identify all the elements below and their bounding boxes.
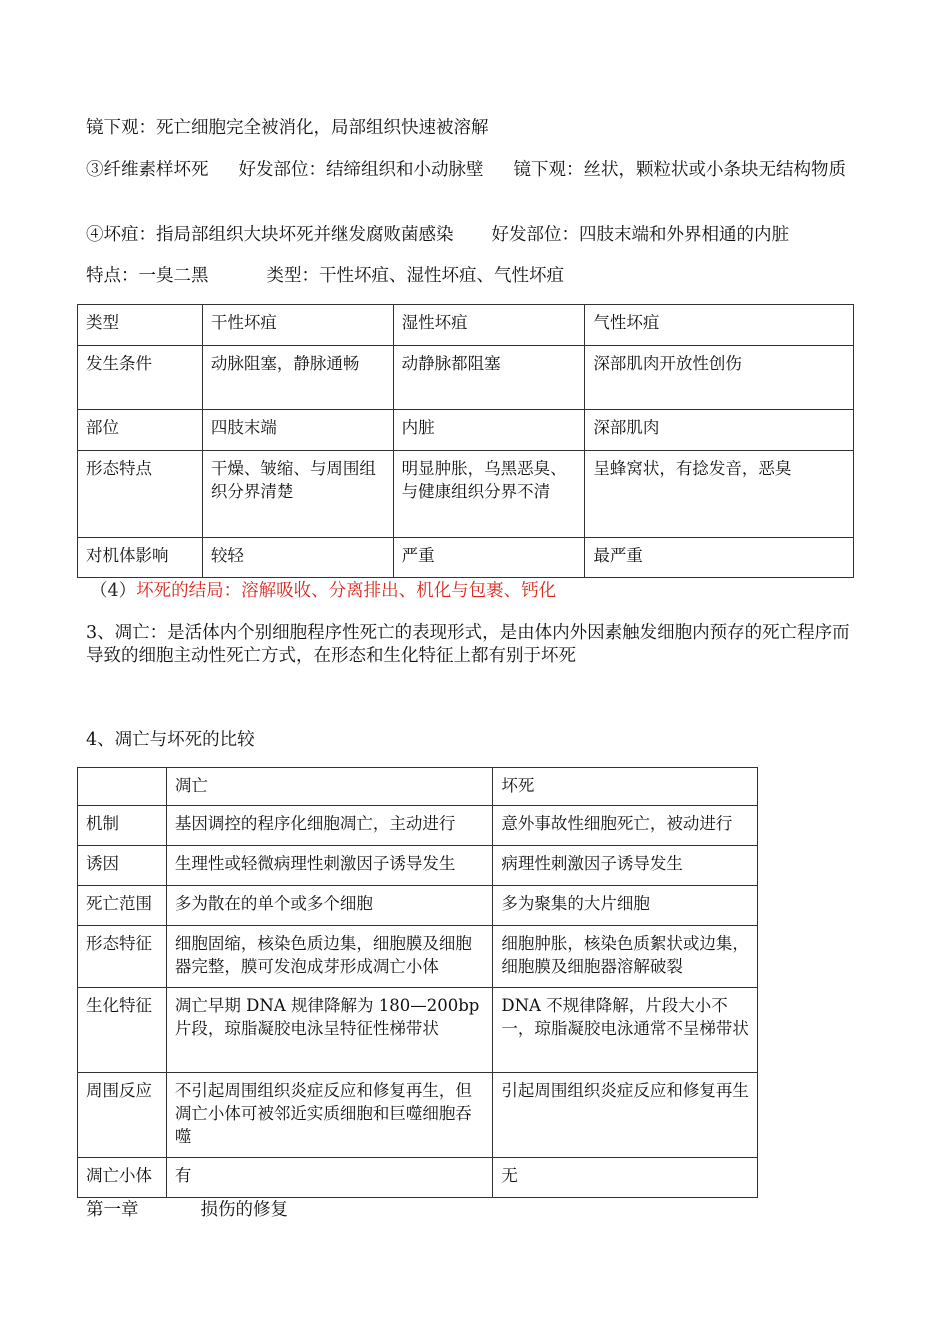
table-cell: 深部肌肉 bbox=[585, 410, 854, 451]
table-cell: 明显肿胀，乌黑恶臭、与健康组织分界不清 bbox=[393, 451, 585, 538]
text-line-gangrene bbox=[86, 224, 789, 247]
table-cell: 无 bbox=[493, 1158, 758, 1198]
table-cell: 湿性坏疽 bbox=[393, 305, 585, 346]
table-cell: 凋亡 bbox=[166, 768, 493, 806]
table-row bbox=[78, 410, 854, 451]
text-line-features bbox=[86, 265, 564, 288]
table-cell bbox=[78, 768, 167, 806]
table-cell: 机制 bbox=[78, 806, 167, 846]
table-row bbox=[78, 305, 854, 346]
table-cell: 引起周围组织炎症反应和修复再生 bbox=[493, 1073, 758, 1158]
gangrene-definition: ④坏疽：指局部组织大块坏死并继发腐败菌感染 bbox=[86, 225, 454, 245]
table-row bbox=[78, 346, 854, 410]
table-cell: 生化特征 bbox=[78, 988, 167, 1073]
table-cell: 内脏 bbox=[393, 410, 585, 451]
table-cell: 类型 bbox=[78, 305, 203, 346]
apoptosis-necrosis-table bbox=[77, 767, 758, 1198]
outcome-text: 坏死的结局：溶解吸收、分离排出、机化与包裹、钙化 bbox=[136, 581, 557, 601]
chapter-heading bbox=[86, 1199, 288, 1222]
table-cell: 最严重 bbox=[585, 538, 854, 578]
table-cell: 死亡范围 bbox=[78, 886, 167, 926]
table-row bbox=[78, 451, 854, 538]
table-cell: 多为聚集的大片细胞 bbox=[493, 886, 758, 926]
table-cell: 基因调控的程序化细胞凋亡，主动进行 bbox=[166, 806, 493, 846]
table-cell: 动脉阻塞，静脉通畅 bbox=[202, 346, 393, 410]
table-row bbox=[78, 926, 758, 988]
table-cell: 有 bbox=[166, 1158, 493, 1198]
text-line-microscopic bbox=[86, 117, 489, 140]
chapter-title: 损伤的修复 bbox=[200, 1200, 288, 1220]
table-row bbox=[78, 886, 758, 926]
table-cell: 细胞肿胀，核染色质絮状或边集，细胞膜及细胞器溶解破裂 bbox=[493, 926, 758, 988]
table-cell: 部位 bbox=[78, 410, 203, 451]
table-row bbox=[78, 768, 758, 806]
table-cell: 诱因 bbox=[78, 846, 167, 886]
table-cell: 周围反应 bbox=[78, 1073, 167, 1158]
table-cell: 呈蜂窝状，有捻发音，恶臭 bbox=[585, 451, 854, 538]
table-row bbox=[78, 1073, 758, 1158]
table-cell: 深部肌肉开放性创伤 bbox=[585, 346, 854, 410]
table-row bbox=[78, 846, 758, 886]
gangrene-table bbox=[77, 304, 854, 578]
gangrene-site: 好发部位：四肢末端和外界相通的内脏 bbox=[491, 225, 789, 245]
fibrinoid-title: ③纤维素样坏死 bbox=[86, 160, 209, 180]
table-cell: 不引起周围组织炎症反应和修复再生，但凋亡小体可被邻近实质细胞和巨噬细胞吞噬 bbox=[166, 1073, 493, 1158]
table-cell: 干燥、皱缩、与周围组织分界清楚 bbox=[202, 451, 393, 538]
table-cell: 多为散在的单个或多个细胞 bbox=[166, 886, 493, 926]
gangrene-types: 类型：干性坏疽、湿性坏疽、气性坏疽 bbox=[266, 266, 564, 286]
table-cell: 动静脉都阻塞 bbox=[393, 346, 585, 410]
table-cell: 意外事故性细胞死亡，被动进行 bbox=[493, 806, 758, 846]
fibrinoid-site: 好发部位：结缔组织和小动脉壁 bbox=[238, 160, 484, 180]
necrosis-outcome bbox=[90, 580, 556, 603]
table-cell: 较轻 bbox=[202, 538, 393, 578]
table-cell: 四肢末端 bbox=[202, 410, 393, 451]
table-cell: 干性坏疽 bbox=[202, 305, 393, 346]
fibrinoid-microscopic: 镜下观：丝状，颗粒状或小条块无结构物质 bbox=[513, 160, 846, 180]
table-row bbox=[78, 988, 758, 1073]
table-cell: 坏死 bbox=[493, 768, 758, 806]
comparison-title-text: 4、凋亡与坏死的比较 bbox=[86, 730, 255, 750]
table-row bbox=[78, 806, 758, 846]
gangrene-features: 特点：一臭二黑 bbox=[86, 266, 209, 286]
table-cell: 严重 bbox=[393, 538, 585, 578]
text-line-fibrinoid bbox=[86, 159, 866, 182]
table-cell: 病理性刺激因子诱导发生 bbox=[493, 846, 758, 886]
table-cell: 形态特征 bbox=[78, 926, 167, 988]
table-cell: 发生条件 bbox=[78, 346, 203, 410]
table-row bbox=[78, 538, 854, 578]
table-cell: 形态特点 bbox=[78, 451, 203, 538]
table-cell: 凋亡早期 DNA 规律降解为 180—200bp 片段，琼脂凝胶电泳呈特征性梯带状 bbox=[166, 988, 493, 1073]
comparison-title bbox=[86, 729, 255, 752]
table-cell: 凋亡小体 bbox=[78, 1158, 167, 1198]
table-cell: 生理性或轻微病理性刺激因子诱导发生 bbox=[166, 846, 493, 886]
table-cell: 细胞固缩，核染色质边集，细胞膜及细胞器完整，膜可发泡成芽形成凋亡小体 bbox=[166, 926, 493, 988]
table-cell: 气性坏疽 bbox=[585, 305, 854, 346]
apoptosis-definition-text: 3、凋亡：是活体内个别细胞程序性死亡的表现形式，是由体内外因素触发细胞内预存的死亡程序而导致的细胞主动性死亡方式，在形态和生化特征上都有别于坏死 bbox=[86, 623, 850, 666]
table-cell: 对机体影响 bbox=[78, 538, 203, 578]
microscopic-text: 镜下观：死亡细胞完全被消化，局部组织快速被溶解 bbox=[86, 118, 489, 138]
outcome-prefix: （4） bbox=[90, 581, 137, 601]
apoptosis-definition bbox=[86, 622, 866, 668]
chapter-number: 第一章 bbox=[86, 1200, 139, 1220]
table-row bbox=[78, 1158, 758, 1198]
table-cell: DNA 不规律降解，片段大小不一，琼脂凝胶电泳通常不呈梯带状 bbox=[493, 988, 758, 1073]
